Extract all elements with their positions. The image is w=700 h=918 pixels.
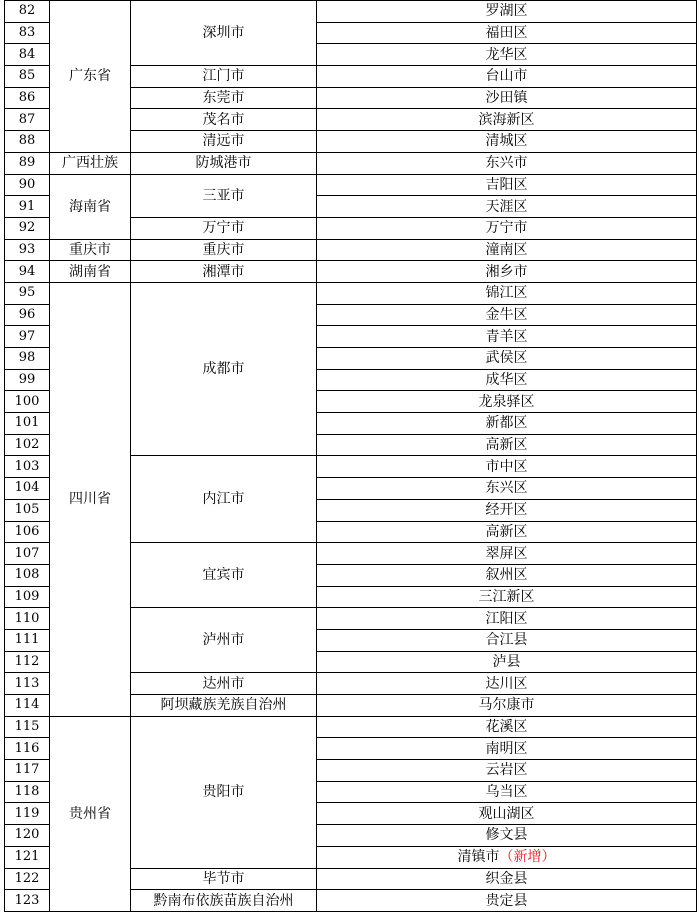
row-number: 104	[5, 478, 50, 500]
row-number: 94	[5, 261, 50, 283]
district-cell: 沙田镇	[317, 87, 697, 109]
district-cell: 织金县	[317, 868, 697, 890]
district-cell: 东兴市	[317, 152, 697, 174]
district-cell: 吉阳区	[317, 174, 697, 196]
row-number: 115	[5, 716, 50, 738]
table-row	[5, 282, 697, 304]
region-table	[4, 0, 697, 912]
row-number: 121	[5, 846, 50, 868]
row-number: 111	[5, 629, 50, 651]
district-name: 清镇市	[457, 849, 500, 866]
row-number: 87	[5, 109, 50, 131]
row-number: 100	[5, 391, 50, 413]
row-number: 113	[5, 673, 50, 695]
district-cell: 东兴区	[317, 478, 697, 500]
row-number: 107	[5, 543, 50, 565]
district-cell: 市中区	[317, 456, 697, 478]
row-number: 118	[5, 781, 50, 803]
city-cell: 贵阳市	[131, 716, 317, 868]
district-cell: 湘乡市	[317, 261, 697, 283]
district-cell: 贵定县	[317, 890, 697, 912]
row-number: 82	[5, 1, 50, 23]
row-number: 84	[5, 44, 50, 66]
row-number: 116	[5, 738, 50, 760]
district-cell: 成华区	[317, 369, 697, 391]
district-cell: 江阳区	[317, 608, 697, 630]
district-cell: 金牛区	[317, 304, 697, 326]
district-cell: 青羊区	[317, 326, 697, 348]
city-cell: 泸州市	[131, 608, 317, 673]
row-number: 117	[5, 760, 50, 782]
district-cell: 云岩区	[317, 760, 697, 782]
row-number: 110	[5, 608, 50, 630]
district-cell: 新都区	[317, 413, 697, 435]
table-row	[5, 716, 697, 738]
district-cell: 龙华区	[317, 44, 697, 66]
city-cell: 达州市	[131, 673, 317, 695]
row-number: 88	[5, 131, 50, 153]
province-cell: 重庆市	[50, 239, 131, 261]
city-cell: 成都市	[131, 282, 317, 456]
province-cell: 海南省	[50, 174, 131, 239]
district-cell: 达川区	[317, 673, 697, 695]
row-number: 122	[5, 868, 50, 890]
city-cell: 内江市	[131, 456, 317, 543]
district-cell: 天涯区	[317, 196, 697, 218]
city-cell: 毕节市	[131, 868, 317, 890]
city-cell: 重庆市	[131, 239, 317, 261]
district-cell: 观山湖区	[317, 803, 697, 825]
district-cell: 万宁市	[317, 217, 697, 239]
city-cell: 东莞市	[131, 87, 317, 109]
district-cell: 台山市	[317, 66, 697, 88]
district-cell: 潼南区	[317, 239, 697, 261]
row-number: 114	[5, 695, 50, 717]
row-number: 101	[5, 413, 50, 435]
city-cell: 江门市	[131, 66, 317, 88]
table-row	[5, 174, 697, 196]
district-cell: 修文县	[317, 825, 697, 847]
city-cell: 防城港市	[131, 152, 317, 174]
row-number: 112	[5, 651, 50, 673]
province-cell: 广东省	[50, 1, 131, 153]
district-cell: 清城区	[317, 131, 697, 153]
province-cell: 四川省	[50, 282, 131, 716]
row-number: 98	[5, 348, 50, 370]
district-cell: 龙泉驿区	[317, 391, 697, 413]
row-number: 86	[5, 87, 50, 109]
row-number: 105	[5, 499, 50, 521]
row-number: 99	[5, 369, 50, 391]
city-cell: 清远市	[131, 131, 317, 153]
district-cell: 三江新区	[317, 586, 697, 608]
row-number: 109	[5, 586, 50, 608]
row-number: 92	[5, 217, 50, 239]
city-cell: 宜宾市	[131, 543, 317, 608]
district-cell: 乌当区	[317, 781, 697, 803]
row-number: 91	[5, 196, 50, 218]
district-cell: 合江县	[317, 629, 697, 651]
city-cell: 茂名市	[131, 109, 317, 131]
new-badge: （新增）	[499, 849, 556, 866]
province-cell: 贵州省	[50, 716, 131, 911]
table-row	[5, 152, 697, 174]
row-number: 93	[5, 239, 50, 261]
table-row	[5, 261, 697, 283]
district-cell: 高新区	[317, 434, 697, 456]
district-cell: 福田区	[317, 22, 697, 44]
province-cell: 湖南省	[50, 261, 131, 283]
district-cell: 花溪区	[317, 716, 697, 738]
row-number: 83	[5, 22, 50, 44]
district-cell: 滨海新区	[317, 109, 697, 131]
province-cell: 广西壮族	[50, 152, 131, 174]
row-number: 89	[5, 152, 50, 174]
row-number: 96	[5, 304, 50, 326]
row-number: 103	[5, 456, 50, 478]
district-cell: 经开区	[317, 499, 697, 521]
row-number: 85	[5, 66, 50, 88]
row-number: 108	[5, 564, 50, 586]
row-number: 106	[5, 521, 50, 543]
row-number: 90	[5, 174, 50, 196]
row-number: 119	[5, 803, 50, 825]
district-cell: 罗湖区	[317, 1, 697, 23]
city-cell: 三亚市	[131, 174, 317, 217]
district-cell: 高新区	[317, 521, 697, 543]
district-cell: 翠屏区	[317, 543, 697, 565]
row-number: 120	[5, 825, 50, 847]
district-cell: 锦江区	[317, 282, 697, 304]
row-number: 97	[5, 326, 50, 348]
district-cell: 武侯区	[317, 348, 697, 370]
row-number: 95	[5, 282, 50, 304]
district-cell: 泸县	[317, 651, 697, 673]
region-table-body	[5, 1, 697, 912]
city-cell: 湘潭市	[131, 261, 317, 283]
row-number: 102	[5, 434, 50, 456]
district-cell: 南明区	[317, 738, 697, 760]
district-cell: 叙州区	[317, 564, 697, 586]
district-cell	[317, 846, 697, 868]
table-row	[5, 1, 697, 23]
table-row	[5, 239, 697, 261]
city-cell: 万宁市	[131, 217, 317, 239]
row-number: 123	[5, 890, 50, 912]
city-cell: 阿坝藏族羌族自治州	[131, 695, 317, 717]
city-cell: 黔南布依族苗族自治州	[131, 890, 317, 912]
city-cell: 深圳市	[131, 1, 317, 66]
district-cell: 马尔康市	[317, 695, 697, 717]
